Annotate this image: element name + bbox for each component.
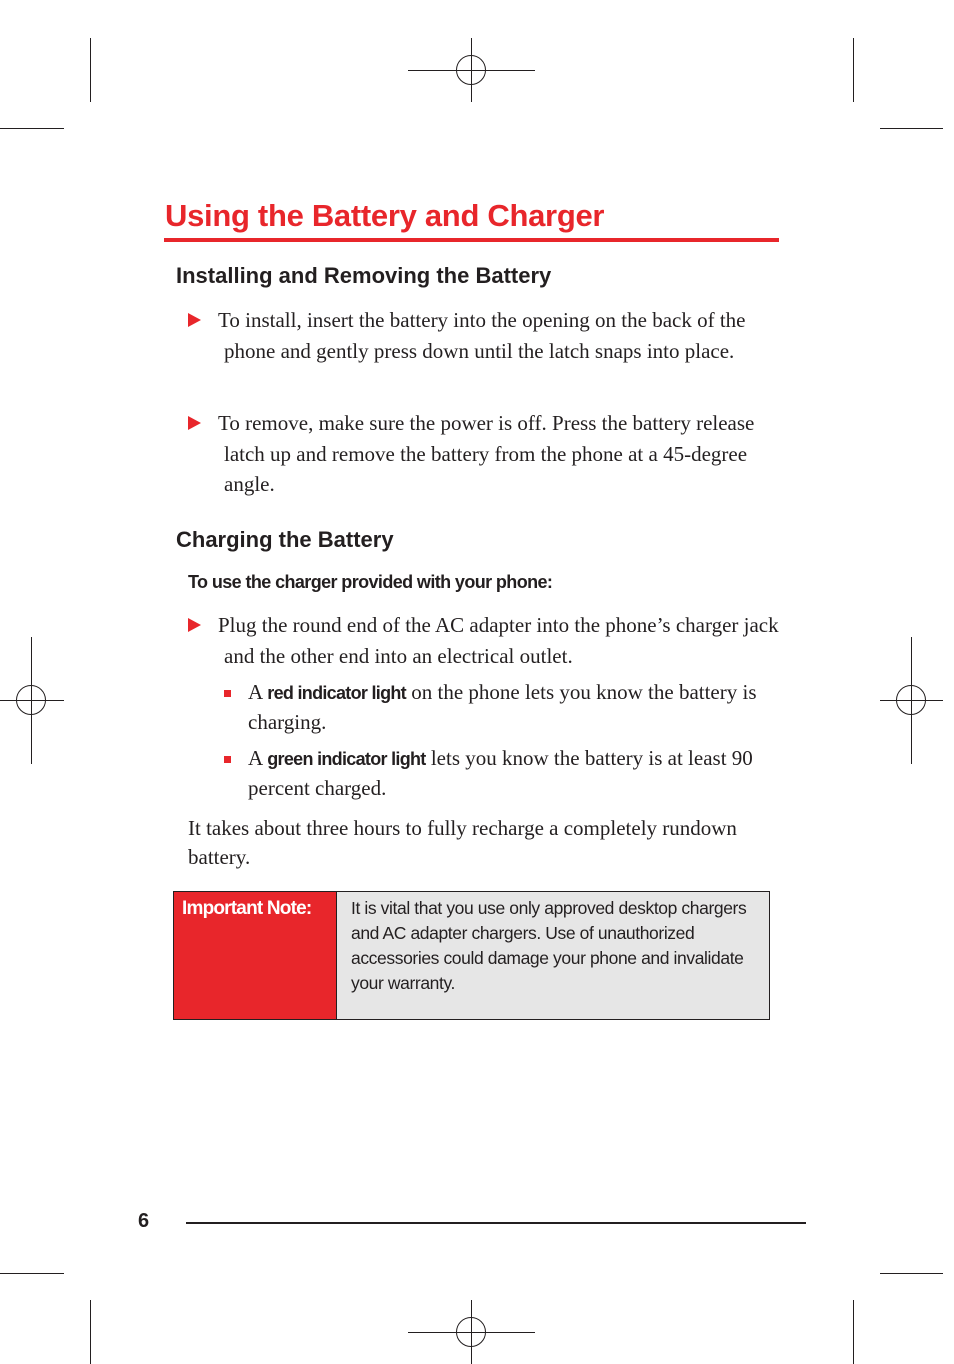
- important-note-box: [173, 891, 770, 1020]
- green-indicator-item: [224, 744, 764, 803]
- charger-subheading: To use the charger provided with your phone:: [188, 572, 553, 592]
- page-number: 6: [138, 1210, 150, 1232]
- remove-bullet: [188, 408, 783, 500]
- note-label: Important Note:: [182, 898, 312, 919]
- footer-rule: [186, 1222, 806, 1224]
- arrow-bullet-icon: [188, 618, 201, 632]
- green-indicator-emphasis: green indicator light: [267, 749, 426, 769]
- green-indicator-prefix: A: [248, 746, 263, 770]
- red-indicator-emphasis: red indicator light: [267, 683, 406, 703]
- red-indicator-prefix: A: [248, 680, 263, 704]
- install-bullet-text: To install, insert the battery into the opening on the back of the phone and gently press down until the latch snaps into place.: [218, 308, 746, 363]
- square-bullet-icon: [224, 690, 231, 697]
- title-underline: [164, 238, 779, 242]
- square-bullet-icon: [224, 756, 231, 763]
- plug-bullet-text: Plug the round end of the AC adapter into the phone’s charger jack and the other end into an electrical outlet.: [218, 613, 779, 668]
- recharge-time-paragraph: It takes about three hours to fully recharge a completely rundown battery.: [188, 816, 737, 869]
- green-indicator-suffix: lets you know the battery is at least 90 percent charged.: [248, 746, 753, 800]
- charging-heading: Charging the Battery: [176, 527, 394, 552]
- arrow-bullet-icon: [188, 313, 201, 327]
- remove-bullet-text: To remove, make sure the power is off. Press the battery release latch up and remove the battery from the phone at a 45-degree angle.: [218, 411, 755, 496]
- plug-bullet: [188, 610, 783, 671]
- note-label-cell: [174, 892, 337, 1019]
- note-text: It is vital that you use only approved desktop chargers and AC adapter chargers. Use of unauthorized accessories could damage your phone and invalidate your warranty.: [351, 898, 747, 993]
- install-bullet: [188, 305, 783, 366]
- page-title: Using the Battery and Charger: [165, 198, 605, 233]
- red-indicator-item: [224, 678, 764, 737]
- installing-heading: Installing and Removing the Battery: [176, 263, 552, 288]
- red-indicator-suffix: on the phone lets you know the battery is charging.: [248, 680, 757, 734]
- arrow-bullet-icon: [188, 416, 201, 430]
